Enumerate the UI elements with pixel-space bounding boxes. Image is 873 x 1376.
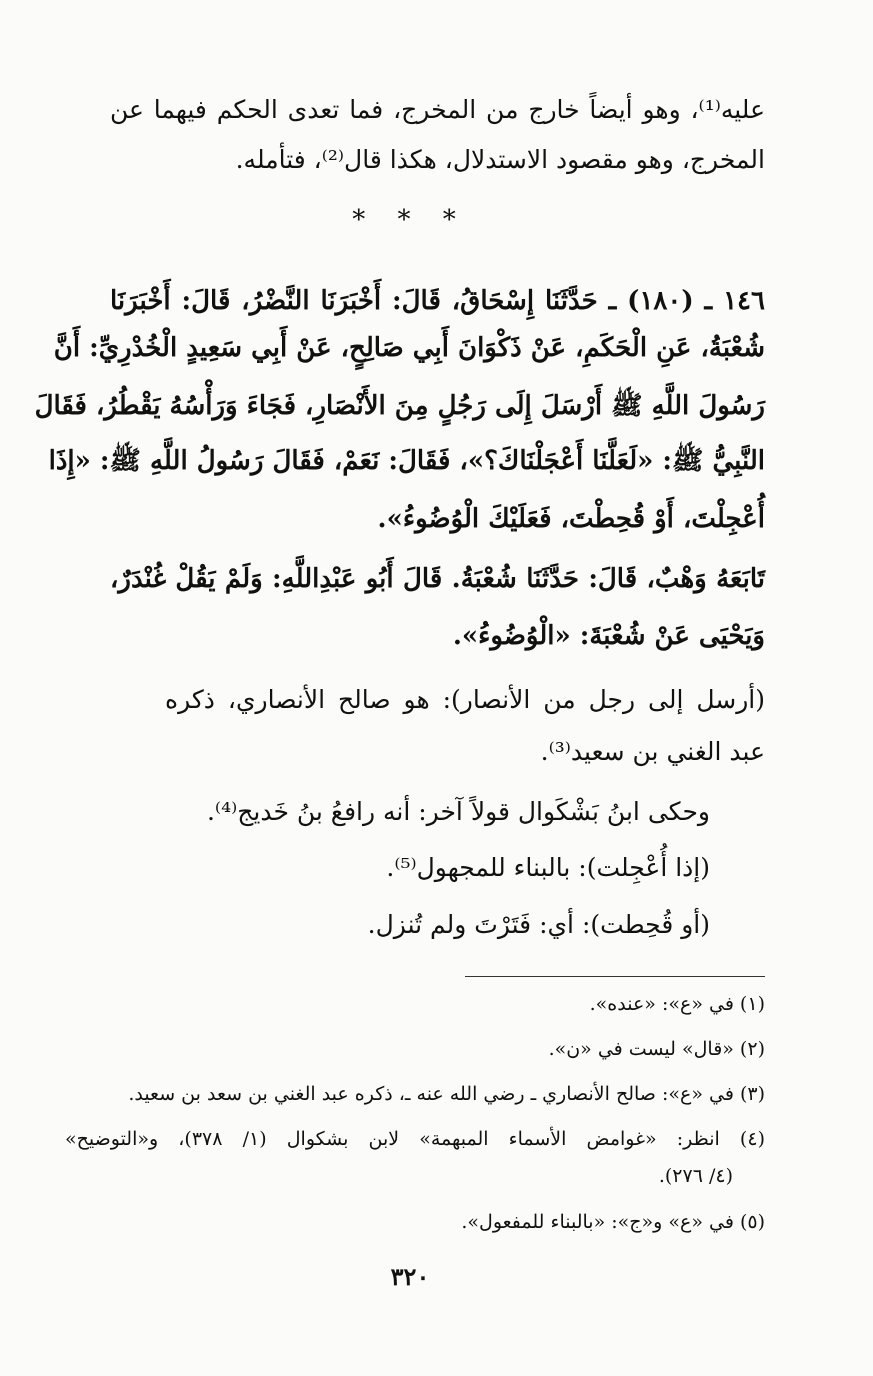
commentary-line: (أو قُحِطت): أي: فَتَرْتَ ولم تُنزل. [367,910,710,939]
commentary-line: عبد الغني بن سعيد⁽³⁾. [540,737,765,766]
footnote: (٤/ ٢٧٦). [658,1165,733,1187]
commentary-line: (أرسل إلى رجل من الأنصار): هو صالح الأنصاري، ذكره [165,685,765,714]
hadith-line: ١٤٦ ـ (١٨٠) ـ حَدَّثَنَا إِسْحَاقُ، قَالَ: أَخْبَرَنَا النَّضْرُ، قَالَ: أَخْبَرَنَا [110,286,765,316]
hadith-line: شُعْبَةُ، عَنِ الْحَكَمِ، عَنْ ذَكْوَانَ أَبِي صَالِحٍ، عَنْ أَبِي سَعِيدٍ الْخُدْرِيِّ: أَنَّ [53,333,765,363]
commentary-line: (إذا أُعْجِلت): بالبناء للمجهول⁽⁵⁾. [386,853,710,882]
text-line: عليه⁽¹⁾، وهو أيضاً خارج من المخرج، فما تعدى الحكم فيهما عن [110,95,765,124]
footnote: (٣) في «ع»: صالح الأنصاري ـ رضي الله عنه ـ، ذكره عبد الغني بن سعد بن سعيد. [128,1083,765,1105]
footnote: (١) في «ع»: «عنده». [589,993,765,1015]
footnote: (٤) انظر: «غوامض الأسماء المبهمة» لابن بشكوال (١/ ٣٧٨)، و«التوضيح» [65,1128,765,1150]
commentary-line: وحكى ابنُ بَشْكَوال قولاً آخر: أنه رافعُ بنُ خَديج⁽⁴⁾. [206,797,710,826]
page-number: ٣٢٠ [390,1262,430,1291]
footnote: (٢) «قال» ليست في «ن». [548,1038,765,1060]
mutabaa-line: وَيَحْيَى عَنْ شُعْبَةَ: «الْوُضُوءُ». [452,621,765,651]
section-separator: * * * [352,205,468,235]
hadith-line: رَسُولَ اللَّهِ ﷺ أَرْسَلَ إِلَى رَجُلٍ مِنَ الأَنْصَارِ، فَجَاءَ وَرَأْسُهُ يَقْطُرُ، فَقَالَ [34,391,765,421]
footnote-divider [465,976,765,977]
text-line: المخرج، وهو مقصود الاستدلال، هكذا قال⁽²⁾، فتأمله. [235,145,765,174]
footnote: (٥) في «ع» و«ج»: «بالبناء للمفعول». [461,1211,765,1233]
hadith-line: أُعْجِلْتَ، أَوْ قُحِطْتَ، فَعَلَيْكَ الْوُضُوءُ». [377,504,765,534]
hadith-line: النَّبِيُّ ﷺ: «لَعَلَّنَا أَعْجَلْنَاكَ؟»، فَقَالَ: نَعَمْ، فَقَالَ رَسُولُ اللَّهِ ﷺ: «إِذَا [48,446,765,476]
mutabaa-line: تَابَعَهُ وَهْبٌ، قَالَ: حَدَّثَنَا شُعْبَةُ. قَالَ أَبُو عَبْدِاللَّهِ: وَلَمْ يَقُلْ غُنْدَرٌ، [110,564,765,594]
